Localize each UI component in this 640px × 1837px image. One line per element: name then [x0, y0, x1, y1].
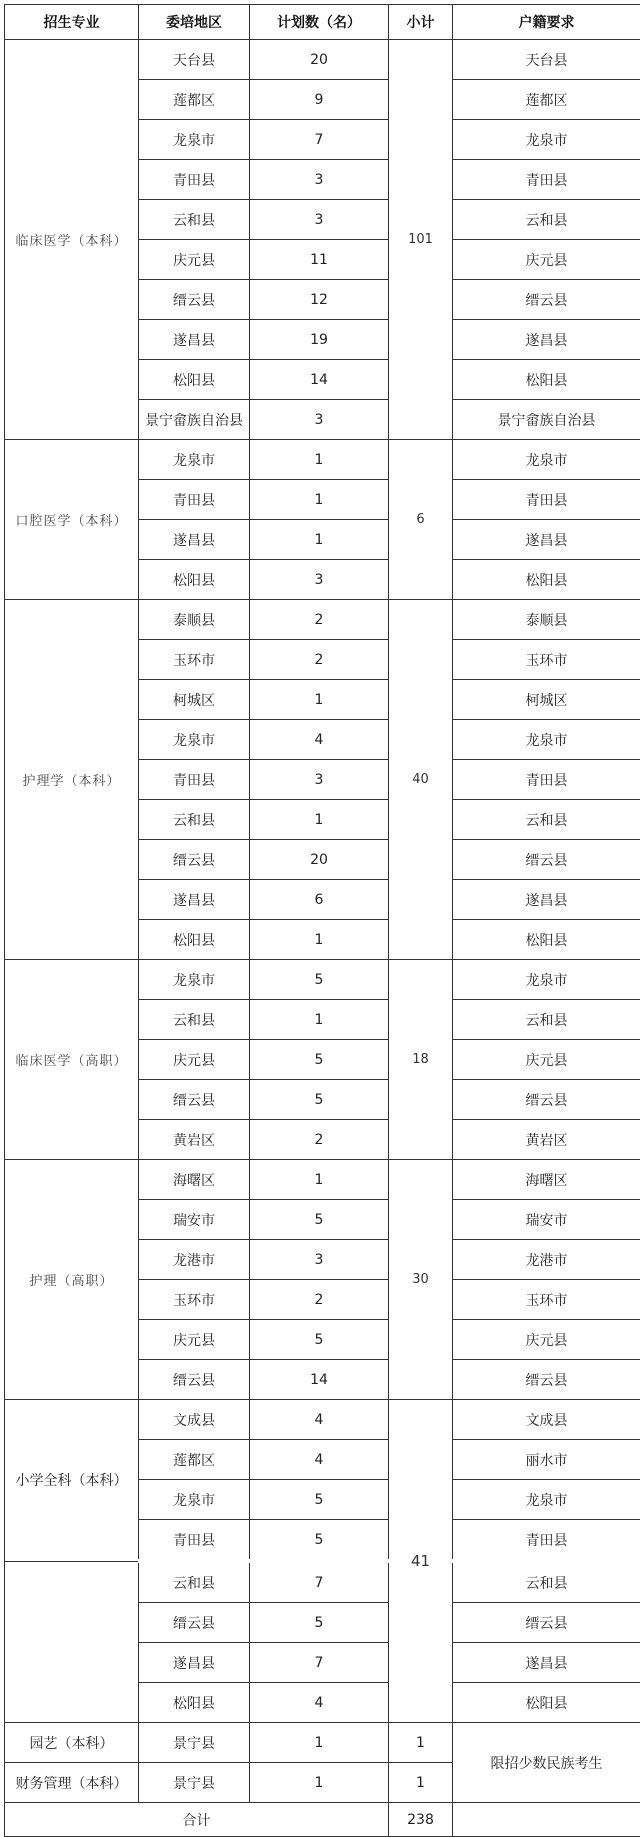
count-cell: 1 [250, 1763, 389, 1803]
residence-cell: 松阳县 [453, 360, 640, 400]
count-cell: 3 [250, 1240, 389, 1280]
residence-cell: 遂昌县 [453, 880, 640, 920]
residence-cell: 黄岩区 [453, 1120, 640, 1160]
subtotal-cell: 30 [389, 1160, 453, 1400]
region-cell: 松阳县 [139, 1683, 250, 1723]
count-cell: 2 [250, 600, 389, 640]
subtotal-cell: 101 [389, 40, 453, 440]
residence-requirement-note: 限招少数民族考生 [453, 1723, 640, 1803]
region-cell: 遂昌县 [139, 1643, 250, 1683]
count-cell: 19 [250, 320, 389, 360]
residence-cell: 遂昌县 [453, 320, 640, 360]
count-cell: 9 [250, 80, 389, 120]
region-cell: 海曙区 [139, 1160, 250, 1200]
total-blank [453, 1803, 640, 1837]
count-cell: 5 [250, 1520, 389, 1562]
count-cell: 1 [250, 1723, 389, 1763]
table-row [5, 1400, 640, 1440]
region-cell: 莲都区 [139, 80, 250, 120]
residence-cell: 玉环市 [453, 1280, 640, 1320]
count-cell: 7 [250, 120, 389, 160]
region-cell: 松阳县 [139, 360, 250, 400]
region-cell: 玉环市 [139, 1280, 250, 1320]
residence-cell: 青田县 [453, 760, 640, 800]
header-residence: 户籍要求 [453, 5, 640, 40]
total-label: 合计 [5, 1803, 389, 1837]
count-cell: 3 [250, 200, 389, 240]
region-cell: 泰顺县 [139, 600, 250, 640]
count-cell: 20 [250, 40, 389, 80]
residence-cell: 龙泉市 [453, 1480, 640, 1520]
region-cell: 缙云县 [139, 1603, 250, 1643]
region-cell: 遂昌县 [139, 320, 250, 360]
count-cell: 11 [250, 240, 389, 280]
residence-cell: 龙港市 [453, 1240, 640, 1280]
count-cell: 4 [250, 1400, 389, 1440]
count-cell: 12 [250, 280, 389, 320]
residence-cell: 青田县 [453, 160, 640, 200]
major-cell: 口腔医学（本科） [5, 440, 139, 600]
residence-cell: 云和县 [453, 200, 640, 240]
count-cell: 5 [250, 1080, 389, 1120]
subtotal-cell: 1 [389, 1763, 453, 1803]
region-cell: 青田县 [139, 480, 250, 520]
region-cell: 玉环市 [139, 640, 250, 680]
count-cell: 1 [250, 920, 389, 960]
region-cell: 青田县 [139, 1520, 250, 1562]
region-cell: 景宁县 [139, 1723, 250, 1763]
residence-cell: 庆元县 [453, 1040, 640, 1080]
region-cell: 云和县 [139, 200, 250, 240]
count-cell: 3 [250, 560, 389, 600]
residence-cell: 文成县 [453, 1400, 640, 1440]
subtotal-cell: 1 [389, 1723, 453, 1763]
count-cell: 4 [250, 1683, 389, 1723]
region-cell: 景宁畲族自治县 [139, 400, 250, 440]
region-cell: 遂昌县 [139, 520, 250, 560]
region-cell: 龙泉市 [139, 960, 250, 1000]
residence-cell: 遂昌县 [453, 520, 640, 560]
subtotal-cell: 18 [389, 960, 453, 1160]
region-cell: 景宁县 [139, 1763, 250, 1803]
table-row [5, 1160, 640, 1200]
region-cell: 云和县 [139, 1561, 250, 1603]
count-cell: 1 [250, 1160, 389, 1200]
region-cell: 庆元县 [139, 1040, 250, 1080]
residence-cell: 云和县 [453, 1000, 640, 1040]
subtotal-cell: 41 [389, 1400, 453, 1723]
residence-cell: 缙云县 [453, 1603, 640, 1643]
count-cell: 1 [250, 1000, 389, 1040]
residence-cell: 青田县 [453, 480, 640, 520]
region-cell: 龙泉市 [139, 440, 250, 480]
count-cell: 2 [250, 1120, 389, 1160]
residence-cell: 莲都区 [453, 80, 640, 120]
region-cell: 缙云县 [139, 1360, 250, 1400]
region-cell: 龙泉市 [139, 1480, 250, 1520]
count-cell: 3 [250, 160, 389, 200]
count-cell: 5 [250, 1040, 389, 1080]
count-cell: 1 [250, 680, 389, 720]
major-cell: 护理学（本科） [5, 600, 139, 960]
residence-cell: 松阳县 [453, 560, 640, 600]
count-cell: 7 [250, 1643, 389, 1683]
region-cell: 莲都区 [139, 1440, 250, 1480]
count-cell: 1 [250, 480, 389, 520]
region-cell: 庆元县 [139, 240, 250, 280]
residence-cell: 瑞安市 [453, 1200, 640, 1240]
residence-cell: 缙云县 [453, 840, 640, 880]
count-cell: 5 [250, 960, 389, 1000]
count-cell: 1 [250, 520, 389, 560]
region-cell: 松阳县 [139, 920, 250, 960]
count-cell: 7 [250, 1561, 389, 1603]
total-row [5, 1803, 640, 1837]
table-row [5, 40, 640, 80]
major-cell: 临床医学（高职） [5, 960, 139, 1160]
table-row [5, 440, 640, 480]
count-cell: 5 [250, 1320, 389, 1360]
residence-cell: 天台县 [453, 40, 640, 80]
table-body [5, 40, 640, 1837]
count-cell: 4 [250, 1440, 389, 1480]
count-cell: 1 [250, 440, 389, 480]
region-cell: 缙云县 [139, 840, 250, 880]
residence-cell: 玉环市 [453, 640, 640, 680]
table-row [5, 600, 640, 640]
residence-cell: 遂昌县 [453, 1643, 640, 1683]
table-row [5, 1723, 640, 1763]
residence-cell: 云和县 [453, 800, 640, 840]
total-value: 238 [389, 1803, 453, 1837]
count-cell: 14 [250, 360, 389, 400]
residence-cell: 松阳县 [453, 920, 640, 960]
residence-cell: 缙云县 [453, 1080, 640, 1120]
table-row [5, 960, 640, 1000]
residence-cell: 龙泉市 [453, 440, 640, 480]
major-cell: 护理（高职） [5, 1160, 139, 1400]
count-cell: 14 [250, 1360, 389, 1400]
count-cell: 6 [250, 880, 389, 920]
count-cell: 20 [250, 840, 389, 880]
region-cell: 松阳县 [139, 560, 250, 600]
count-cell: 5 [250, 1603, 389, 1643]
region-cell: 缙云县 [139, 1080, 250, 1120]
count-cell: 2 [250, 640, 389, 680]
enrollment-plan-table [4, 4, 640, 1837]
residence-cell: 云和县 [453, 1561, 640, 1603]
count-cell: 5 [250, 1480, 389, 1520]
residence-cell: 丽水市 [453, 1440, 640, 1480]
residence-cell: 景宁畲族自治县 [453, 400, 640, 440]
residence-cell: 龙泉市 [453, 120, 640, 160]
region-cell: 黄岩区 [139, 1120, 250, 1160]
residence-cell: 庆元县 [453, 240, 640, 280]
residence-cell: 龙泉市 [453, 720, 640, 760]
region-cell: 天台县 [139, 40, 250, 80]
count-cell: 1 [250, 800, 389, 840]
table-row [5, 1561, 640, 1603]
region-cell: 遂昌县 [139, 880, 250, 920]
region-cell: 龙港市 [139, 1240, 250, 1280]
major-cell: 园艺（本科） [5, 1723, 139, 1763]
residence-cell: 松阳县 [453, 1683, 640, 1723]
subtotal-cell: 6 [389, 440, 453, 600]
count-cell: 5 [250, 1200, 389, 1240]
region-cell: 云和县 [139, 1000, 250, 1040]
header-subtotal: 小计 [389, 5, 453, 40]
residence-cell: 泰顺县 [453, 600, 640, 640]
count-cell: 3 [250, 760, 389, 800]
major-cell: 临床医学（本科） [5, 40, 139, 440]
residence-cell: 缙云县 [453, 280, 640, 320]
major-cell: 财务管理（本科） [5, 1763, 139, 1803]
region-cell: 龙泉市 [139, 720, 250, 760]
region-cell: 文成县 [139, 1400, 250, 1440]
header-major: 招生专业 [5, 5, 139, 40]
count-cell: 3 [250, 400, 389, 440]
residence-cell: 缙云县 [453, 1360, 640, 1400]
major-cell: 小学全科（本科） [5, 1400, 139, 1562]
subtotal-cell: 40 [389, 600, 453, 960]
region-cell: 缙云县 [139, 280, 250, 320]
region-cell: 柯城区 [139, 680, 250, 720]
header-row [5, 5, 640, 40]
count-cell: 2 [250, 1280, 389, 1320]
residence-cell: 龙泉市 [453, 960, 640, 1000]
major-cell-continued [5, 1561, 139, 1723]
count-cell: 4 [250, 720, 389, 760]
residence-cell: 海曙区 [453, 1160, 640, 1200]
header-plan-count: 计划数（名） [250, 5, 389, 40]
region-cell: 瑞安市 [139, 1200, 250, 1240]
residence-cell: 柯城区 [453, 680, 640, 720]
region-cell: 青田县 [139, 160, 250, 200]
region-cell: 庆元县 [139, 1320, 250, 1360]
residence-cell: 庆元县 [453, 1320, 640, 1360]
region-cell: 云和县 [139, 800, 250, 840]
region-cell: 青田县 [139, 760, 250, 800]
region-cell: 龙泉市 [139, 120, 250, 160]
residence-cell: 青田县 [453, 1520, 640, 1562]
header-region: 委培地区 [139, 5, 250, 40]
